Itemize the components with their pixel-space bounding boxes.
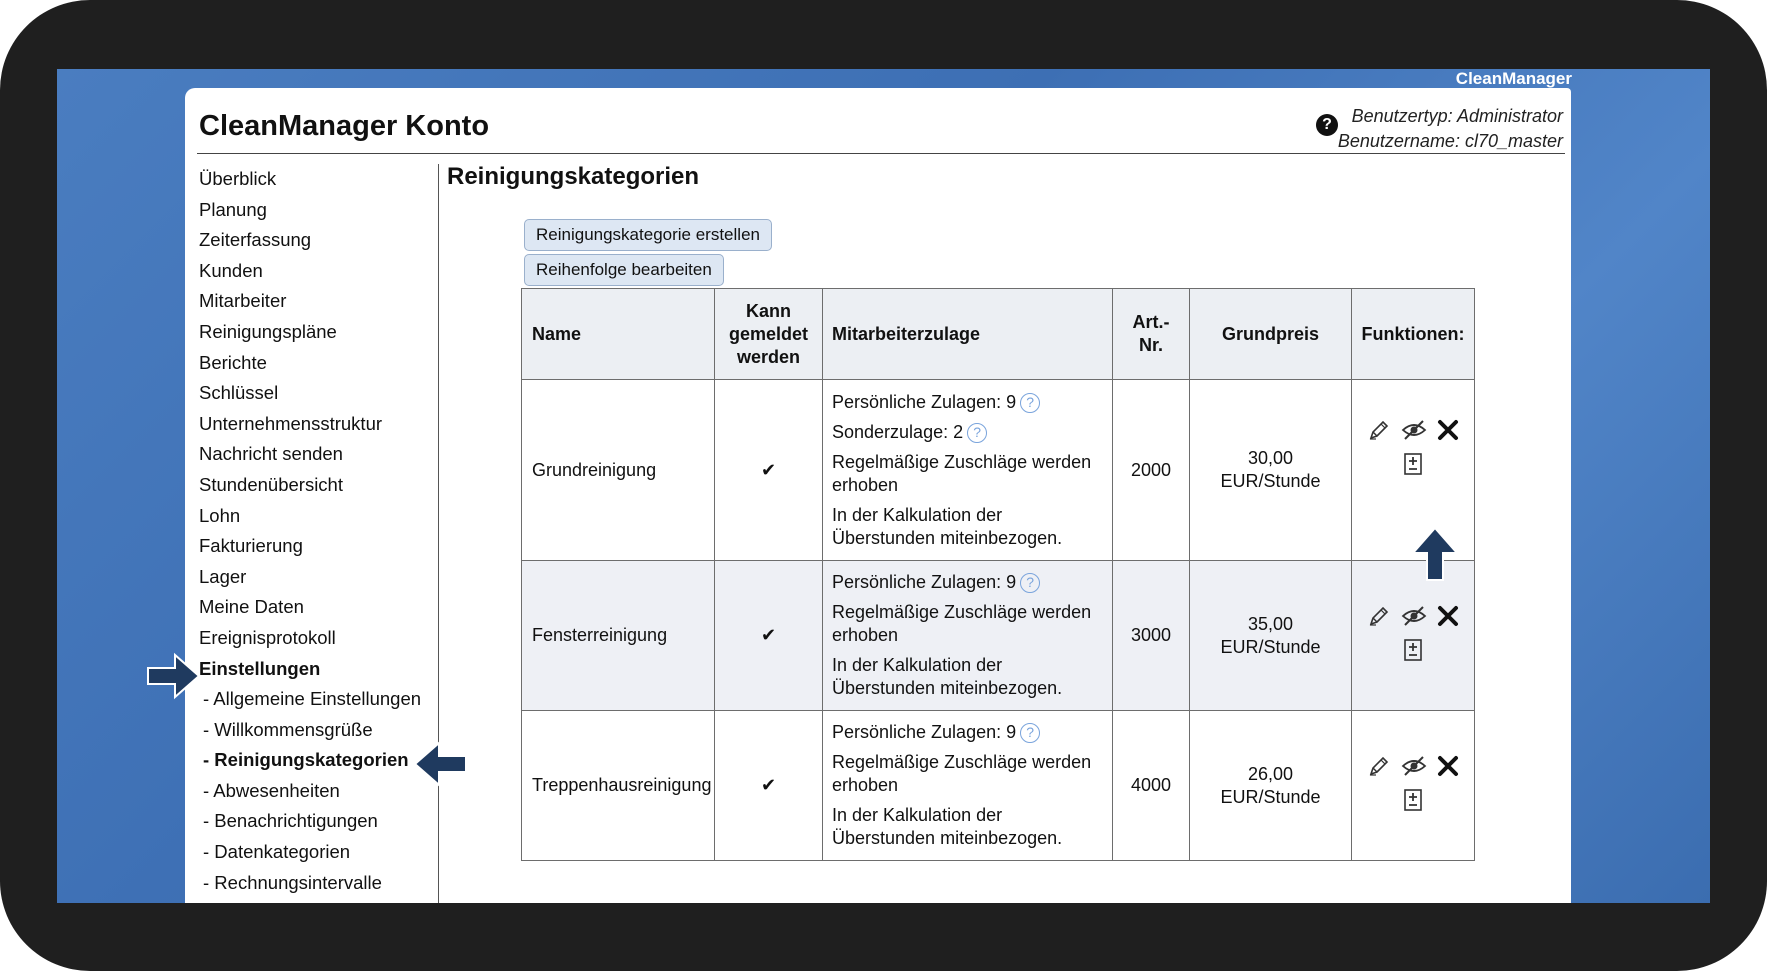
zuschlaege-text: Regelmäßige Zuschläge werden erhoben — [832, 752, 1092, 795]
annotation-arrow-left-icon — [411, 739, 469, 789]
sidebar-subitem-rechnungsintervalle[interactable]: - Rechnungsintervalle — [203, 871, 382, 893]
info-icon[interactable]: ? — [967, 423, 987, 443]
sidebar-subitem-reinigungskategorien[interactable]: - Reinigungskategorien — [203, 749, 409, 771]
desktop-screen — [57, 69, 1710, 903]
delete-x-icon[interactable] — [1437, 755, 1459, 777]
sidebar-item-einstellungen[interactable]: Einstellungen — [199, 657, 321, 679]
table-row — [522, 711, 1475, 861]
sidebar-item-ueberblick[interactable]: Überblick — [199, 168, 277, 189]
page-title: CleanManager Konto — [199, 110, 490, 142]
preis-value: 35,00 — [1247, 613, 1294, 634]
header-divider — [197, 153, 1565, 154]
kalkulation-text: In der Kalkulation der Überstunden miteinbezogen. — [832, 504, 1063, 548]
top-brand-label: CleanManager — [1455, 69, 1572, 88]
cell-zulage — [823, 711, 1113, 861]
info-icon[interactable]: ? — [1020, 723, 1040, 743]
zulage-persoenlich — [832, 391, 1104, 414]
help-icon[interactable]: ? — [1316, 114, 1338, 136]
info-icon[interactable]: ? — [1020, 393, 1040, 413]
zulage-persoenlich-text: Persönliche Zulagen: 9 — [832, 572, 1017, 592]
header-name: Name — [522, 289, 715, 380]
sidebar-item-lager[interactable]: Lager — [199, 565, 247, 587]
cell-zulage — [823, 380, 1113, 561]
preis-unit: EUR/Stunde — [1220, 471, 1321, 491]
sidebar-item-kunden[interactable]: Kunden — [199, 259, 263, 281]
header-kann-line2: gemeldet — [728, 323, 809, 344]
sidebar-item-schluessel[interactable]: Schlüssel — [199, 382, 279, 404]
table-row — [522, 561, 1475, 711]
zulage-persoenlich-text: Persönliche Zulagen: 9 — [832, 391, 1017, 412]
sidebar-subitem-datenkategorien[interactable]: - Datenkategorien — [203, 841, 351, 863]
header-funktionen: Funktionen: — [1352, 289, 1475, 380]
info-icon[interactable]: ? — [1020, 573, 1040, 593]
header-mitarbeiterzulage: Mitarbeiterzulage — [823, 289, 1113, 380]
zulage-persoenlich — [832, 571, 1104, 594]
cell-art-nr: 4000 — [1113, 711, 1190, 861]
content-title: Reinigungskategorien — [447, 163, 700, 190]
cell-funktionen — [1352, 711, 1475, 861]
header-kann-line1: Kann — [746, 300, 791, 321]
zulage-sonder-text: Sonderzulage: 2 — [832, 421, 964, 442]
sidebar-item-mitarbeiter[interactable]: Mitarbeiter — [199, 290, 287, 312]
header-kann-line3: werden — [736, 346, 801, 367]
sidebar-subitem-willkommensgruesse[interactable]: - Willkommensgrüße — [203, 718, 373, 740]
table-row — [522, 380, 1475, 561]
zulage-persoenlich — [832, 721, 1104, 744]
sidebar-item-fakturierung[interactable]: Fakturierung — [199, 535, 303, 557]
cell-funktionen — [1352, 561, 1475, 711]
cell-name: Fensterreinigung — [522, 561, 715, 711]
kalkulation-text: In der Kalkulation der Überstunden miteinbezogen. — [832, 805, 1063, 848]
sidebar-item-lohn[interactable]: Lohn — [199, 504, 241, 526]
app-window — [185, 88, 1571, 903]
sidebar-item-meine-daten[interactable]: Meine Daten — [199, 596, 304, 618]
cell-zulage — [823, 561, 1113, 711]
edit-pencil-icon[interactable] — [1367, 418, 1391, 442]
sidebar-subitem-benachrichtigungen[interactable]: - Benachrichtigungen — [203, 810, 378, 832]
sidebar-item-ereignisprotokoll[interactable]: Ereignisprotokoll — [199, 626, 336, 648]
categories-table — [521, 288, 1475, 861]
sidebar-item-zeiterfassung[interactable]: Zeiterfassung — [199, 229, 312, 251]
header-art-line1: Art.- — [1132, 312, 1170, 332]
table-header-row — [522, 289, 1475, 380]
preis-unit: EUR/Stunde — [1220, 636, 1321, 657]
cell-grundpreis — [1190, 380, 1352, 561]
check-icon: ✔ — [715, 711, 823, 861]
plus-minus-icon[interactable] — [1403, 638, 1423, 668]
header-kann-gemeldet — [715, 289, 823, 380]
header-art-nr — [1113, 289, 1190, 380]
cell-art-nr: 3000 — [1113, 561, 1190, 711]
edit-pencil-icon[interactable] — [1367, 754, 1391, 778]
sidebar-item-berichte[interactable]: Berichte — [199, 351, 267, 373]
check-icon: ✔ — [715, 380, 823, 561]
sidebar-item-unternehmensstruktur[interactable]: Unternehmensstruktur — [199, 412, 383, 434]
sidebar-item-stundenuebersicht[interactable]: Stundenübersicht — [199, 473, 343, 495]
plus-minus-icon[interactable] — [1403, 452, 1423, 482]
zulage-persoenlich-text: Persönliche Zulagen: 9 — [832, 722, 1017, 742]
sidebar-subitem-allgemeine-einstellungen[interactable]: - Allgemeine Einstellungen — [203, 688, 422, 710]
header-art-line2: Nr. — [1138, 335, 1163, 355]
zuschlaege-text: Regelmäßige Zuschläge werden erhoben — [832, 602, 1092, 645]
user-info — [1338, 104, 1563, 154]
annotation-arrow-up-icon — [1409, 525, 1461, 583]
kalkulation-text: In der Kalkulation der Überstunden miteinbezogen. — [832, 655, 1063, 698]
cell-grundpreis — [1190, 711, 1352, 861]
sidebar-item-planung[interactable]: Planung — [199, 198, 267, 220]
delete-x-icon[interactable] — [1437, 419, 1459, 441]
zulage-sonder — [832, 421, 1104, 444]
cell-name: Treppenhausreinigung — [522, 711, 715, 861]
hide-eye-icon[interactable] — [1401, 418, 1427, 442]
sidebar-divider — [438, 164, 439, 903]
edit-order-button[interactable]: Reihenfolge bearbeiten — [524, 254, 724, 286]
cell-art-nr: 2000 — [1113, 380, 1190, 561]
cell-name: Grundreinigung — [522, 380, 715, 561]
preis-value: 26,00 — [1247, 763, 1294, 784]
edit-pencil-icon[interactable] — [1367, 604, 1391, 628]
zuschlaege-text: Regelmäßige Zuschläge werden erhoben — [832, 451, 1092, 495]
user-type: Benutzertyp: Administrator — [1351, 106, 1563, 126]
hide-eye-icon[interactable] — [1401, 604, 1427, 628]
sidebar-item-reinigungsplaene[interactable]: Reinigungspläne — [199, 320, 337, 342]
header-grundpreis: Grundpreis — [1190, 289, 1352, 380]
sidebar-subitem-abwesenheiten[interactable]: - Abwesenheiten — [203, 779, 340, 801]
annotation-arrow-right-icon — [145, 651, 203, 701]
create-category-button[interactable]: Reinigungskategorie erstellen — [524, 219, 772, 251]
plus-minus-icon[interactable] — [1403, 788, 1423, 818]
preis-value: 30,00 — [1247, 448, 1294, 468]
sidebar-item-nachricht-senden[interactable]: Nachricht senden — [199, 443, 343, 465]
check-icon: ✔ — [715, 561, 823, 711]
user-name: Benutzername: cl70_master — [1337, 131, 1563, 151]
sidebar — [199, 164, 439, 898]
preis-unit: EUR/Stunde — [1220, 786, 1321, 807]
hide-eye-icon[interactable] — [1401, 754, 1427, 778]
cell-grundpreis — [1190, 561, 1352, 711]
delete-x-icon[interactable] — [1437, 605, 1459, 627]
